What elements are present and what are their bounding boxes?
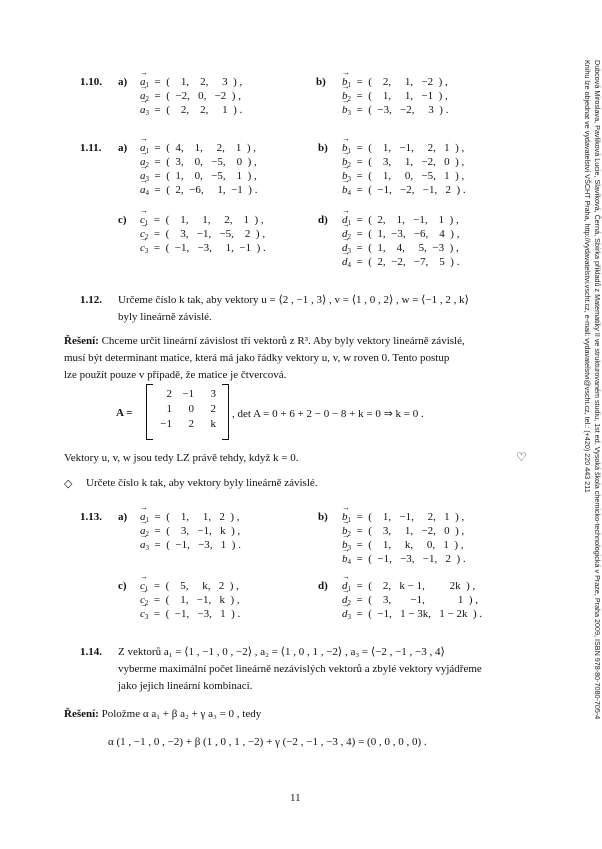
vector-index: 1 bbox=[347, 585, 351, 593]
vector-components: ( 2, k − 1, 2k ) , bbox=[368, 580, 476, 592]
vector-components: ( 1, 1, −1 ) , bbox=[368, 90, 448, 102]
vector-symbol: → a bbox=[140, 184, 146, 196]
equals-sign: = bbox=[351, 228, 369, 240]
p110-a-row bbox=[140, 90, 241, 103]
vector-symbol: → b bbox=[342, 156, 348, 168]
vector-components: ( 3, −1, k ) , bbox=[166, 525, 241, 537]
problem-1-14-number: 1.14. bbox=[80, 646, 102, 658]
vector-index: 3 bbox=[347, 109, 351, 117]
vector-symbol: → a bbox=[140, 511, 146, 523]
vector-components: ( 2, 1, −1, 1 ) , bbox=[368, 214, 459, 226]
p111-b-row bbox=[342, 156, 464, 169]
solution-label: Řešení: bbox=[64, 708, 99, 720]
solution-1-12-line-2: musí být determinant matice, která má jako řádky vektory u, v, w roven 0. Tento postup bbox=[64, 352, 450, 364]
matrix-a-label: A = bbox=[116, 407, 133, 419]
vector-components: ( 3, 1, −2, 0 ) , bbox=[368, 525, 465, 537]
vector-components: ( 1, −1, 2, 1 ) , bbox=[368, 511, 465, 523]
vector-components: ( 1, 4, 5, −3 ) , bbox=[368, 242, 459, 254]
vector-components: ( 1, −1, k ) , bbox=[165, 594, 240, 606]
problem-1-12-line-1: Určeme číslo k tak, aby vektory u = ⟨2 , −1 , 3⟩ , v = ⟨1 , 0 , 2⟩ , w = ⟨−1 , 2 , k⟩ bbox=[118, 294, 469, 306]
vector-symbol: → a bbox=[140, 104, 146, 116]
equals-sign: = bbox=[148, 608, 166, 620]
matrix-cell: 1 bbox=[166, 403, 172, 415]
vector-symbol: → a bbox=[140, 170, 146, 182]
matrix-cell: −1 bbox=[182, 388, 194, 400]
vector-index: 4 bbox=[347, 558, 351, 566]
vector-components: ( 3, −1, 1 ) , bbox=[368, 594, 478, 606]
vector-symbol: → b bbox=[342, 76, 348, 88]
vector-components: ( 2, 2, 1 ) . bbox=[166, 104, 243, 116]
vector-components: ( 2, −6, 1, −1 ) . bbox=[166, 184, 258, 196]
vector-index: 4 bbox=[347, 261, 351, 269]
equals-sign: = bbox=[149, 170, 167, 182]
p113-b-row bbox=[342, 539, 464, 552]
vector-components: ( 1, −1, 2, 1 ) , bbox=[368, 142, 465, 154]
vector-index: 2 bbox=[347, 233, 351, 241]
vector-components: ( 4, 1, 2, 1 ) , bbox=[166, 142, 257, 154]
vector-components: ( 1, −3, −6, 4 ) , bbox=[368, 228, 460, 240]
equals-sign: = bbox=[351, 156, 369, 168]
p111-d-row bbox=[342, 242, 459, 255]
equals-sign: = bbox=[351, 242, 369, 254]
equals-sign: = bbox=[351, 525, 369, 537]
solution-label: Řešení: bbox=[64, 335, 99, 347]
solution-1-12-line-1: Chceme určit lineární závislost tří vektorů z R³. Aby byly vektory lineárně závislé, bbox=[98, 335, 465, 347]
vector-symbol: → d bbox=[342, 214, 348, 226]
vector-index: 1 bbox=[347, 81, 351, 89]
problem-1-13-part-b: b) bbox=[318, 511, 328, 523]
vector-symbol: → b bbox=[342, 184, 348, 196]
vector-index: 2 bbox=[347, 530, 351, 538]
vector-symbol: → a bbox=[140, 539, 146, 551]
p113-d-row bbox=[342, 580, 475, 593]
vector-symbol: → b bbox=[342, 142, 348, 154]
equals-sign: = bbox=[351, 184, 369, 196]
vector-components: ( 2, −2, −7, 5 ) . bbox=[368, 256, 460, 268]
solution-1-12-line-3: lze použít pouze v případě, že matice je čtvercová. bbox=[64, 369, 287, 381]
vector-components: ( 2, 1, −2 ) , bbox=[368, 76, 448, 88]
problem-1-10-number: 1.10. bbox=[80, 76, 102, 88]
vector-index: 1 bbox=[145, 516, 149, 524]
equals-sign: = bbox=[149, 525, 167, 537]
vector-index: 2 bbox=[145, 161, 149, 169]
vector-components: ( −1, −2, −1, 2 ) . bbox=[368, 184, 466, 196]
matrix-cell: 0 bbox=[188, 403, 194, 415]
matrix-cell: 2 bbox=[188, 418, 194, 430]
equals-sign: = bbox=[351, 594, 369, 606]
vector-symbol: → a bbox=[140, 525, 146, 537]
vector-symbol: → c bbox=[140, 580, 145, 592]
vector-index: 1 bbox=[347, 516, 351, 524]
problem-1-10-part-b: b) bbox=[316, 76, 326, 88]
vector-index: 4 bbox=[347, 189, 351, 197]
problem-1-11-number: 1.11. bbox=[80, 142, 102, 154]
p111-c-row bbox=[140, 214, 264, 227]
solution-1-12 bbox=[64, 333, 534, 384]
vector-components: ( 1, 1, 2 ) , bbox=[166, 511, 240, 523]
problem-1-11-part-b: b) bbox=[318, 142, 328, 154]
vector-index: 3 bbox=[145, 175, 149, 183]
vector-index: 2 bbox=[347, 599, 351, 607]
vector-symbol: → b bbox=[342, 170, 348, 182]
vector-index: 3 bbox=[347, 175, 351, 183]
p111-c-row bbox=[140, 228, 265, 241]
vector-index: 2 bbox=[347, 161, 351, 169]
p111-b-row bbox=[342, 184, 466, 197]
vector-symbol: → a bbox=[140, 156, 146, 168]
vector-index: 1 bbox=[347, 147, 351, 155]
p113-c-row bbox=[140, 580, 239, 593]
problem-1-12-line-2: byly lineárně závislé. bbox=[118, 311, 212, 323]
problem-1-13-part-c: c) bbox=[118, 580, 127, 592]
vector-components: ( −2, 0, −2 ) , bbox=[166, 90, 241, 102]
equals-sign: = bbox=[149, 104, 167, 116]
p111-a-row bbox=[140, 170, 257, 183]
vector-components: ( 5, k, 2 ) , bbox=[165, 580, 239, 592]
vector-components: ( −1, 1 − 3k, 1 − 2k ) . bbox=[368, 608, 483, 620]
matrix-cell: −1 bbox=[160, 418, 172, 430]
equals-sign: = bbox=[351, 580, 369, 592]
vector-index: 3 bbox=[145, 544, 149, 552]
vector-symbol: → b bbox=[342, 539, 348, 551]
vector-symbol: → b bbox=[342, 104, 348, 116]
vector-symbol: → d bbox=[342, 580, 348, 592]
vector-index: 2 bbox=[144, 599, 149, 607]
vector-symbol: → b bbox=[342, 525, 348, 537]
matrix-cell: 3 bbox=[210, 388, 216, 400]
equals-sign: = bbox=[148, 594, 166, 606]
vector-components: ( 3, 1, −2, 0 ) , bbox=[368, 156, 465, 168]
equals-sign: = bbox=[351, 214, 369, 226]
matrix-cell: 2 bbox=[210, 403, 216, 415]
equals-sign: = bbox=[351, 553, 369, 565]
vector-symbol: → d bbox=[342, 256, 348, 268]
p110-a-row bbox=[140, 104, 242, 117]
matrix-right-bracket bbox=[222, 384, 229, 440]
vector-index: 2 bbox=[145, 95, 149, 103]
problem-1-11-part-c: c) bbox=[118, 214, 127, 226]
vector-symbol: → d bbox=[342, 608, 348, 620]
vector-index: 3 bbox=[347, 613, 351, 621]
vector-symbol: → d bbox=[342, 594, 348, 606]
equals-sign: = bbox=[351, 539, 369, 551]
matrix-cell: k bbox=[210, 418, 216, 430]
equals-sign: = bbox=[148, 214, 166, 226]
p111-b-row bbox=[342, 142, 464, 155]
equals-sign: = bbox=[149, 156, 167, 168]
equals-sign: = bbox=[351, 104, 369, 116]
equals-sign: = bbox=[351, 90, 369, 102]
problem-1-14-line-2: vyberme maximální počet lineárně nezávislých vektorů a zbylé vektory vyjádřeme bbox=[118, 663, 482, 675]
vector-index: 1 bbox=[347, 219, 351, 227]
vector-components: ( −3, −2, 3 ) . bbox=[368, 104, 449, 116]
vector-components: ( 1, 0, −5, 1 ) , bbox=[368, 170, 465, 182]
problem-1-11-part-a: a) bbox=[118, 142, 128, 154]
equals-sign: = bbox=[351, 142, 369, 154]
equals-sign: = bbox=[149, 90, 167, 102]
vector-index: 2 bbox=[145, 530, 149, 538]
p111-b-row bbox=[342, 170, 464, 183]
vector-components: ( 1, k, 0, 1 ) , bbox=[368, 539, 464, 551]
equals-sign: = bbox=[351, 76, 369, 88]
solution-1-14-line-1: Položme α a₁ + β a₂ + γ a₃ = 0 , tedy bbox=[98, 708, 262, 720]
p113-b-row bbox=[342, 525, 464, 538]
p113-b-row bbox=[342, 553, 466, 566]
p113-d-row bbox=[342, 608, 482, 621]
vector-components: ( −1, −3, −1, 2 ) . bbox=[368, 553, 466, 565]
p110-a-row bbox=[140, 76, 242, 89]
diamond-icon: ◇ bbox=[64, 478, 73, 490]
solution-1-14-equation: α (1 , −1 , 0 , −2) + β (1 , 0 , 1 , −2) + γ (−2 , −1 , −3 , 4) = (0 , 0 , 0 , 0) . bbox=[108, 736, 427, 748]
vector-symbol: → a bbox=[140, 90, 146, 102]
equals-sign: = bbox=[351, 608, 369, 620]
vector-symbol: → a bbox=[140, 142, 146, 154]
vector-index: 2 bbox=[347, 95, 351, 103]
p111-d-row bbox=[342, 214, 459, 227]
exercise-text: Určete číslo k tak, aby vektory byly lineárně závislé. bbox=[86, 477, 318, 489]
heart-icon: ♡ bbox=[516, 450, 527, 464]
equals-sign: = bbox=[148, 242, 166, 254]
vector-components: ( 1, 2, 3 ) , bbox=[166, 76, 243, 88]
problem-1-12-text bbox=[118, 292, 548, 326]
p110-b-row bbox=[342, 90, 448, 103]
problem-1-13-number: 1.13. bbox=[80, 511, 102, 523]
p113-c-row bbox=[140, 594, 240, 607]
vector-symbol: → d bbox=[342, 242, 348, 254]
equals-sign: = bbox=[149, 76, 167, 88]
vector-index: 1 bbox=[145, 81, 149, 89]
p111-d-row bbox=[342, 228, 459, 241]
vector-symbol: → c bbox=[140, 214, 145, 226]
vector-symbol: → c bbox=[140, 228, 145, 240]
page-number: 11 bbox=[290, 792, 301, 804]
equals-sign: = bbox=[149, 184, 167, 196]
problem-1-14-line-1: Z vektorů a₁ = ⟨1 , −1 , 0 , −2⟩ , a₂ = ⟨1 , 0 , 1 , −2⟩ , a₃ = ⟨−2 , −1 , −3 , 4⟩ bbox=[118, 646, 445, 658]
problem-1-10-part-a: a) bbox=[118, 76, 128, 88]
equals-sign: = bbox=[149, 142, 167, 154]
vector-index: 2 bbox=[144, 233, 149, 241]
solution-1-12-conclusion: Vektory u, v, w jsou tedy LZ právě tehdy, když k = 0. bbox=[64, 452, 299, 464]
p110-b-row bbox=[342, 76, 448, 89]
equals-sign: = bbox=[351, 256, 369, 268]
p113-a-row bbox=[140, 539, 241, 552]
p111-a-row bbox=[140, 156, 257, 169]
vector-index: 3 bbox=[144, 613, 149, 621]
p111-d-row bbox=[342, 256, 459, 269]
problem-1-13-part-a: a) bbox=[118, 511, 128, 523]
vector-index: 1 bbox=[145, 147, 149, 155]
vector-symbol: → c bbox=[140, 594, 145, 606]
p111-a-row bbox=[140, 142, 256, 155]
equals-sign: = bbox=[351, 170, 369, 182]
vector-symbol: → b bbox=[342, 90, 348, 102]
vector-index: 3 bbox=[347, 247, 351, 255]
vector-components: ( −1, −3, 1 ) . bbox=[165, 608, 241, 620]
vector-symbol: → c bbox=[140, 608, 145, 620]
p113-a-row bbox=[140, 511, 240, 524]
p113-a-row bbox=[140, 525, 240, 538]
vector-symbol: → d bbox=[342, 228, 348, 240]
vector-components: ( 1, 1, 2, 1 ) , bbox=[165, 214, 264, 226]
vector-symbol: → b bbox=[342, 511, 348, 523]
vector-index: 3 bbox=[144, 247, 149, 255]
p110-b-row bbox=[342, 104, 448, 117]
matrix-cell: 2 bbox=[166, 388, 172, 400]
problem-1-12-number: 1.12. bbox=[80, 294, 102, 306]
problem-1-11-part-d: d) bbox=[318, 214, 328, 226]
p113-b-row bbox=[342, 511, 464, 524]
sidebar-citation-line-2: Knihu lze objednat ve vydavatelství VŠCHT Praha, http://vydavatelstvi.vscht.cz, e-mail: vydavatelstvi@vscht.cz, tel.: (+420) 220 443 211 bbox=[583, 60, 592, 493]
vector-symbol: → a bbox=[140, 76, 146, 88]
p113-d-row bbox=[342, 594, 478, 607]
vector-index: 4 bbox=[145, 189, 149, 197]
vector-index: 1 bbox=[144, 219, 149, 227]
solution-1-14 bbox=[64, 706, 534, 723]
problem-1-13-part-d: d) bbox=[318, 580, 328, 592]
p111-a-row bbox=[140, 184, 257, 197]
vector-components: ( −1, −3, 1 ) . bbox=[166, 539, 241, 551]
vector-components: ( 3, 0, −5, 0 ) , bbox=[166, 156, 257, 168]
equals-sign: = bbox=[148, 580, 166, 592]
sidebar-citation bbox=[578, 60, 602, 780]
p111-c-row bbox=[140, 242, 266, 255]
equals-sign: = bbox=[149, 539, 167, 551]
equals-sign: = bbox=[351, 511, 369, 523]
problem-1-14-line-3: jako jejich lineární kombinaci. bbox=[118, 680, 253, 692]
vector-symbol: → c bbox=[140, 242, 145, 254]
vector-symbol: → b bbox=[342, 553, 348, 565]
equals-sign: = bbox=[148, 228, 166, 240]
vector-index: 1 bbox=[144, 585, 149, 593]
equals-sign: = bbox=[149, 511, 167, 523]
sidebar-citation-line-1: Dubcová Miroslava, Pavlíková Lucie, Slavíková, Černá, Sbírka příkladů z Matematiky II ve strukturovaném studiu, 1st ed. Vysoká škola chemicko-technologická v Praze, Praha 2009, ISBN 978-80-7080-705-4 bbox=[593, 60, 602, 720]
vector-index: 3 bbox=[145, 109, 149, 117]
vector-components: ( 1, 0, −5, 1 ) , bbox=[166, 170, 257, 182]
determinant-equation: , det A = 0 + 6 + 2 − 0 − 8 + k = 0 ⇒ k = 0 . bbox=[232, 408, 424, 420]
vector-index: 3 bbox=[347, 544, 351, 552]
vector-components: ( −1, −3, 1, −1 ) . bbox=[165, 242, 266, 254]
problem-1-14-text bbox=[118, 644, 558, 695]
vector-components: ( 3, −1, −5, 2 ) , bbox=[165, 228, 266, 240]
p113-c-row bbox=[140, 608, 240, 621]
